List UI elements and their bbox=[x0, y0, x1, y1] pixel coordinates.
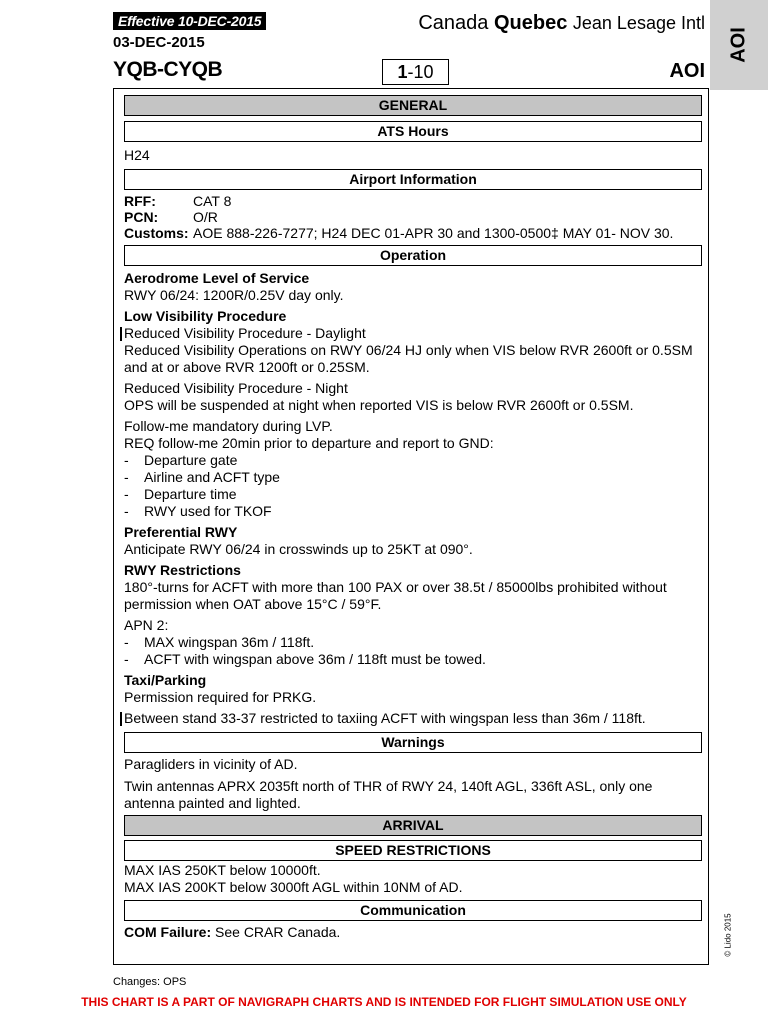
chart-content bbox=[124, 95, 702, 941]
customs-value: AOE 888-226-7277; H24 DEC 01-APR 30 and 1300-0500‡ MAY 01- NOV 30. bbox=[193, 225, 674, 241]
customs-label: Customs: bbox=[124, 225, 189, 241]
list-item-text: Departure gate bbox=[144, 452, 238, 468]
aerodrome-level-text: RWY 06/24: 1200R/0.25V day only. bbox=[124, 287, 344, 303]
apn-heading: APN 2: bbox=[124, 617, 169, 633]
airport-code: YQB-CYQB bbox=[113, 58, 223, 81]
lvp-daylight-title: Reduced Visibility Procedure - Daylight bbox=[124, 325, 702, 342]
page-number-sub: -10 bbox=[407, 62, 434, 82]
effective-date-banner: Effective 10-DEC-2015 bbox=[113, 12, 266, 30]
taxi-parking-heading: Taxi/Parking bbox=[124, 672, 207, 688]
warnings-text-1: Paragliders in vicinity of AD. bbox=[124, 756, 298, 772]
list-item-text: MAX wingspan 36m / 118ft. bbox=[144, 634, 315, 650]
com-failure-row bbox=[124, 924, 702, 941]
airport-name: Jean Lesage Intl bbox=[572, 13, 705, 33]
list-item-text: RWY used for TKOF bbox=[144, 503, 272, 519]
list-item: - RWY used for TKOF bbox=[124, 503, 272, 519]
follow-me-text-2: REQ follow-me 20min prior to departure and report to GND: bbox=[124, 435, 494, 451]
page-number bbox=[382, 59, 449, 85]
lvp-daylight-text: Reduced Visibility Operations on RWY 06/24 HJ only when VIS below RVR 2600ft or 0.5SM and at or above RVR 1200ft or 0.25SM. bbox=[124, 342, 693, 375]
rwy-restrictions-text: 180°-turns for ACFT with more than 100 PAX or over 38.5t / 85000lbs prohibited without permission when OAT above 15°C / 59°F. bbox=[124, 579, 667, 612]
issue-date: 03-DEC-2015 bbox=[113, 34, 205, 51]
ats-hours-header: ATS Hours bbox=[124, 121, 702, 142]
speed-restriction-1: MAX IAS 250KT below 10000ft. bbox=[124, 862, 321, 878]
taxi-parking-text-2: Between stand 33-37 restricted to taxiing ACFT with wingspan less than 36m / 118ft. bbox=[124, 710, 702, 727]
list-item-text: Departure time bbox=[144, 486, 237, 502]
com-failure-value: See CRAR Canada. bbox=[215, 924, 341, 940]
pcn-label: PCN: bbox=[124, 209, 159, 225]
warnings-header: Warnings bbox=[124, 732, 702, 753]
lvp-night-title: Reduced Visibility Procedure - Night bbox=[124, 380, 348, 396]
list-item: - MAX wingspan 36m / 118ft. bbox=[124, 634, 315, 650]
list-item: - Departure gate bbox=[124, 452, 238, 468]
changes-note: Changes: OPS bbox=[113, 976, 187, 988]
list-item-text: ACFT with wingspan above 36m / 118ft must be towed. bbox=[144, 651, 486, 667]
rff-label: RFF: bbox=[124, 193, 156, 209]
communication-header: Communication bbox=[124, 900, 702, 921]
operation-header: Operation bbox=[124, 245, 702, 266]
warnings-text-2: Twin antennas APRX 2035ft north of THR of RWY 24, 140ft AGL, 336ft ASL, only one antenna painted and lighted. bbox=[124, 778, 653, 811]
region-name: Quebec bbox=[493, 12, 568, 34]
page-title bbox=[418, 12, 705, 35]
airport-info-list bbox=[124, 193, 702, 241]
section-code: AOI bbox=[669, 60, 705, 82]
aerodrome-level-heading: Aerodrome Level of Service bbox=[124, 270, 310, 286]
pcn-row bbox=[124, 209, 702, 225]
general-band: GENERAL bbox=[124, 95, 702, 116]
rff-row bbox=[124, 193, 702, 209]
country-name: Canada bbox=[418, 12, 489, 34]
list-item: - Airline and ACFT type bbox=[124, 469, 280, 485]
speed-restrictions-header: SPEED RESTRICTIONS bbox=[124, 840, 702, 861]
list-item: - Departure time bbox=[124, 486, 237, 502]
apn-list bbox=[124, 634, 702, 668]
list-item-text: Airline and ACFT type bbox=[144, 469, 280, 485]
airport-info-header: Airport Information bbox=[124, 169, 702, 190]
pcn-value: O/R bbox=[193, 209, 218, 225]
page-number-main: 1 bbox=[397, 62, 408, 82]
lvp-heading: Low Visibility Procedure bbox=[124, 308, 287, 324]
copyright: © Lido 2015 bbox=[723, 913, 733, 957]
section-tab-label: AOI bbox=[727, 27, 750, 63]
preferential-rwy-heading: Preferential RWY bbox=[124, 524, 238, 540]
com-failure-label: COM Failure: bbox=[124, 924, 212, 940]
list-item: - ACFT with wingspan above 36m / 118ft must be towed. bbox=[124, 651, 486, 667]
lvp-night-text: OPS will be suspended at night when reported VIS is below RVR 2600ft or 0.5SM. bbox=[124, 397, 634, 413]
preferential-rwy-text: Anticipate RWY 06/24 in crosswinds up to 25KT at 090°. bbox=[124, 541, 473, 557]
follow-me-text-1: Follow-me mandatory during LVP. bbox=[124, 418, 333, 434]
rff-value: CAT 8 bbox=[193, 193, 232, 209]
arrival-band: ARRIVAL bbox=[124, 815, 702, 836]
disclaimer: THIS CHART IS A PART OF NAVIGRAPH CHARTS AND IS INTENDED FOR FLIGHT SIMULATION USE ONLY bbox=[81, 995, 687, 1009]
speed-restriction-2: MAX IAS 200KT below 3000ft AGL within 10NM of AD. bbox=[124, 879, 463, 895]
ats-hours-text: H24 bbox=[124, 147, 150, 163]
section-tab bbox=[710, 0, 768, 90]
taxi-parking-text-1: Permission required for PRKG. bbox=[124, 689, 317, 705]
chart-frame bbox=[113, 88, 709, 965]
follow-me-list bbox=[124, 452, 702, 520]
customs-row bbox=[124, 225, 702, 241]
rwy-restrictions-heading: RWY Restrictions bbox=[124, 562, 241, 578]
